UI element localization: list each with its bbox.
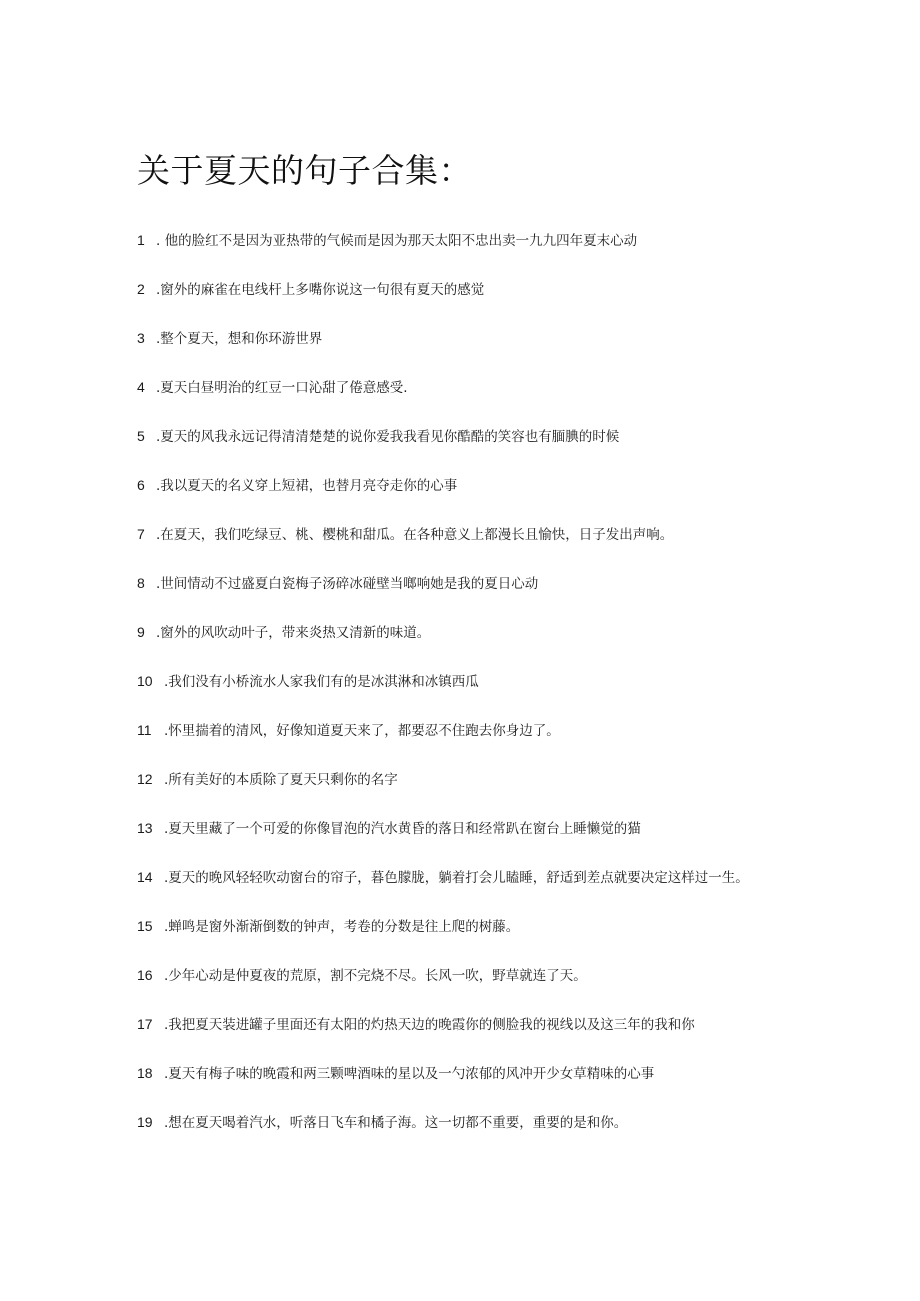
item-text: .怀里揣着的清风，好像知道夏天来了，都要忍不住跑去你身边了。	[164, 723, 560, 739]
list-item	[137, 278, 787, 301]
item-text: .世间情动不过盛夏白瓷梅子汤碎冰碰壁当啷响她是我的夏日心动	[156, 576, 539, 592]
item-text: .夏天有梅子味的晚霞和两三颗啤酒味的星以及一勺浓郁的风冲开少女草精味的心事	[164, 1066, 655, 1082]
list-item	[137, 425, 787, 448]
list-item	[137, 1111, 787, 1134]
item-number: 19	[137, 1114, 153, 1130]
item-number: 18	[137, 1065, 153, 1081]
item-text: .少年心动是仲夏夜的荒原，割不完烧不尽。长风一吹，野草就连了天。	[164, 968, 587, 984]
item-text: .夏天的风我永远记得清清楚楚的说你爱我我看见你酷酷的笑容也有腼腆的时候	[156, 429, 620, 445]
sentence-list	[137, 229, 787, 1160]
list-item	[137, 964, 787, 987]
item-text: .窗外的风吹动叶子，带来炎热又清新的味道。	[156, 625, 431, 641]
list-item	[137, 474, 787, 497]
item-text: .在夏天，我们吃绿豆、桃、樱桃和甜瓜。在各种意义上都漫长且愉快，日子发出声响。	[156, 527, 674, 543]
item-number: 17	[137, 1016, 153, 1032]
list-item	[137, 670, 787, 693]
item-text: .我以夏天的名义穿上短裙，也替月亮夺走你的心事	[156, 478, 458, 494]
item-number: 6	[137, 477, 145, 493]
item-number: 8	[137, 575, 145, 591]
list-item	[137, 229, 787, 252]
item-number: 16	[137, 967, 153, 983]
item-number: 4	[137, 379, 145, 395]
item-text: .我把夏天装进罐子里面还有太阳的灼热天边的晚霞你的侧脸我的视线以及这三年的我和你	[164, 1017, 695, 1033]
list-item	[137, 572, 787, 595]
list-item	[137, 817, 787, 840]
list-item	[137, 1013, 787, 1036]
item-number: 10	[137, 673, 153, 689]
item-number: 5	[137, 428, 145, 444]
item-text: .夏天的晚风轻轻吹动窗台的帘子，暮色朦胧，躺着打会儿瞌睡，舒适到差点就要决定这样过一生。	[164, 870, 749, 886]
list-item	[137, 523, 787, 546]
item-text: .蝉鸣是窗外渐渐倒数的钟声，考卷的分数是往上爬的树藤。	[164, 919, 520, 935]
list-item	[137, 621, 787, 644]
list-item	[137, 719, 787, 742]
item-number: 15	[137, 918, 153, 934]
list-item	[137, 1062, 787, 1085]
item-text: .我们没有小桥流水人家我们有的是冰淇淋和冰镇西瓜	[164, 674, 479, 690]
item-text: .整个夏天，想和你环游世界	[156, 331, 323, 347]
list-item	[137, 376, 787, 399]
item-number: 1	[137, 232, 145, 248]
item-number: 9	[137, 624, 145, 640]
list-item	[137, 768, 787, 791]
item-text: . 他的脸红不是因为亚热带的气候而是因为那天太阳不忠出卖一九九四年夏末心动	[156, 233, 638, 249]
item-number: 3	[137, 330, 145, 346]
document-title: 关于夏天的句子合集：	[137, 151, 472, 190]
item-text: .所有美好的本质除了夏天只剩你的名字	[164, 772, 398, 788]
item-text: .想在夏天喝着汽水，听落日飞车和橘子海。这一切都不重要，重要的是和你。	[164, 1115, 628, 1131]
item-number: 14	[137, 869, 153, 885]
item-text: .夏天里藏了一个可爱的你像冒泡的汽水黄昏的落日和经常趴在窗台上睡懒觉的猫	[164, 821, 641, 837]
item-number: 12	[137, 771, 153, 787]
item-number: 11	[137, 722, 152, 738]
list-item	[137, 327, 787, 350]
item-number: 2	[137, 281, 145, 297]
item-number: 13	[137, 820, 153, 836]
list-item	[137, 866, 787, 889]
list-item	[137, 915, 787, 938]
item-text: .夏天白昼明治的红豆一口沁甜了倦意感受.	[156, 380, 408, 396]
item-text: .窗外的麻雀在电线杆上多嘴你说这一句很有夏天的感觉	[156, 282, 485, 298]
item-number: 7	[137, 526, 145, 542]
